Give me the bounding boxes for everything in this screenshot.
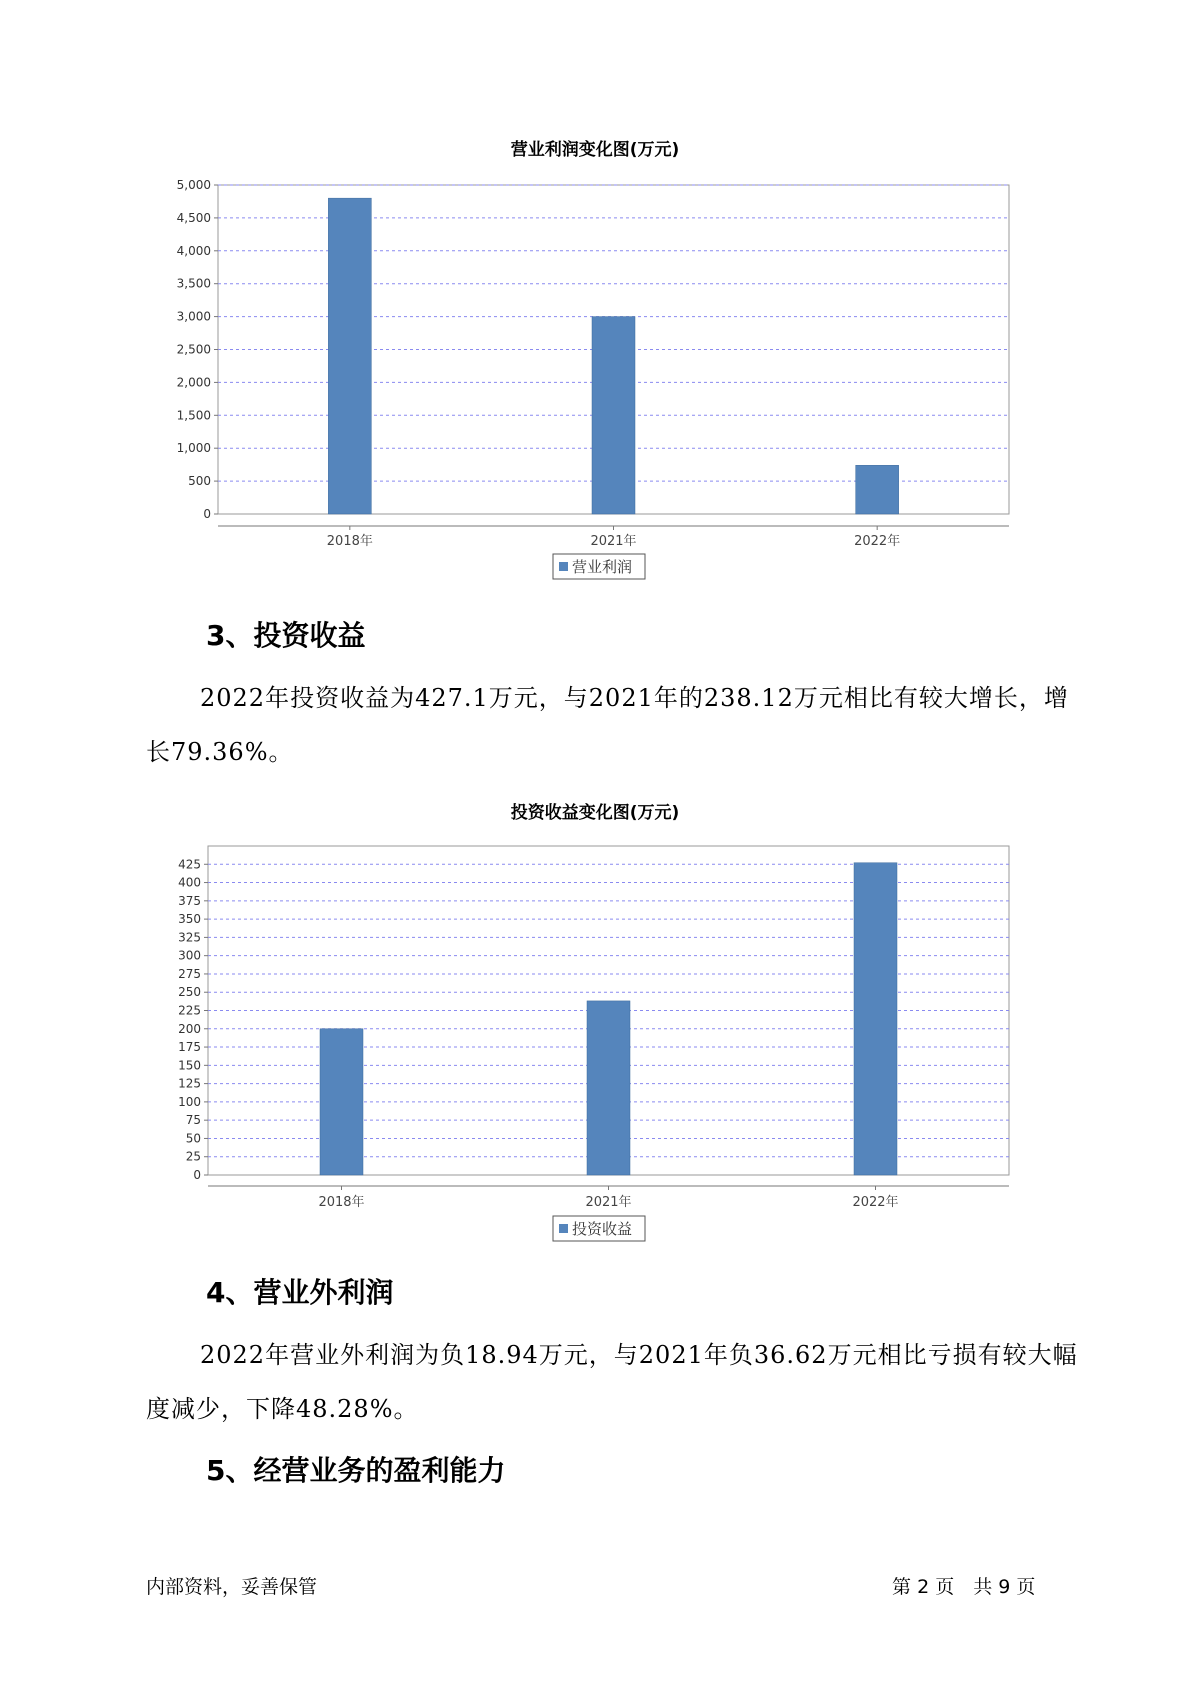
investment-income-chart-svg [0,790,1191,1260]
page-current: 2 [917,1576,930,1598]
chart-title: 营业利润变化图(万元) [510,140,680,160]
operating-profit-chart-svg [0,125,1191,595]
y-tick-label: 175 [178,1040,201,1055]
bar [592,317,635,514]
x-tick-label: 2021年 [585,1195,632,1210]
y-tick-label: 375 [178,893,201,908]
legend [553,1216,645,1241]
investment-income-heading: 3、投资收益 [206,619,366,652]
y-tick-label: 425 [178,857,201,872]
x-tick-label: 2021年 [590,534,637,549]
legend-swatch [559,1224,568,1233]
y-tick-label: 125 [178,1076,201,1091]
footer-confidential-note: 内部资料，妥善保管 [146,1576,318,1598]
legend [553,554,645,579]
bar [328,198,371,514]
y-tick-label: 500 [188,474,211,489]
y-tick-label: 1,000 [176,441,211,456]
y-tick-label: 3,000 [176,309,211,324]
legend-label: 营业利润 [572,558,633,576]
page-suffix: 页 [1016,1576,1036,1598]
x-tick-label: 2022年 [852,1195,899,1210]
investment-income-chart [0,790,1191,1260]
y-tick-label: 250 [178,985,201,1000]
y-tick-label: 325 [178,930,201,945]
y-tick-label: 350 [178,912,201,927]
x-tick-label: 2018年 [318,1195,365,1210]
y-tick-label: 25 [185,1149,201,1164]
y-tick-label: 300 [178,948,201,963]
y-tick-label: 1,500 [176,408,211,423]
non-operating-profit-text: 2022年营业外利润为负18.94万元，与2021年负36.62万元相比亏损有较大幅度减少，下降48.28%。 [146,1341,1078,1423]
profitability-heading: 5、经营业务的盈利能力 [206,1454,506,1487]
bar [854,863,897,1175]
operating-profit-chart [0,125,1191,595]
investment-income-text: 2022年投资收益为427.1万元，与2021年的238.12万元相比有较大增长，增长79.36%。 [146,684,1069,766]
y-tick-label: 2,500 [176,342,211,357]
page-mid: 页 共 [935,1576,993,1598]
y-tick-label: 0 [203,507,211,521]
y-tick-label: 400 [178,875,201,890]
y-tick-label: 100 [178,1094,201,1109]
y-tick-label: 4,500 [176,210,211,225]
bar [856,465,899,514]
chart-title: 投资收益变化图(万元) [510,803,680,823]
y-tick-label: 225 [178,1003,201,1018]
bar [320,1029,363,1175]
footer-page-number [892,1572,1035,1599]
y-tick-label: 75 [185,1113,201,1128]
page-prefix: 第 [892,1576,912,1598]
y-tick-label: 275 [178,966,201,981]
y-tick-label: 50 [185,1131,201,1146]
legend-label: 投资收益 [572,1220,633,1238]
y-tick-label: 4,000 [176,243,211,258]
legend-swatch [559,562,568,571]
y-tick-label: 3,500 [176,276,211,291]
y-tick-label: 5,000 [176,178,211,192]
y-tick-label: 150 [178,1058,201,1073]
y-tick-label: 200 [178,1021,201,1036]
non-operating-profit-heading: 4、营业外利润 [206,1276,394,1309]
x-tick-label: 2022年 [854,534,901,549]
y-tick-label: 0 [193,1168,201,1182]
x-tick-label: 2018年 [326,534,373,549]
bar [587,1001,630,1175]
y-tick-label: 2,000 [176,375,211,390]
page-total: 9 [998,1576,1011,1598]
